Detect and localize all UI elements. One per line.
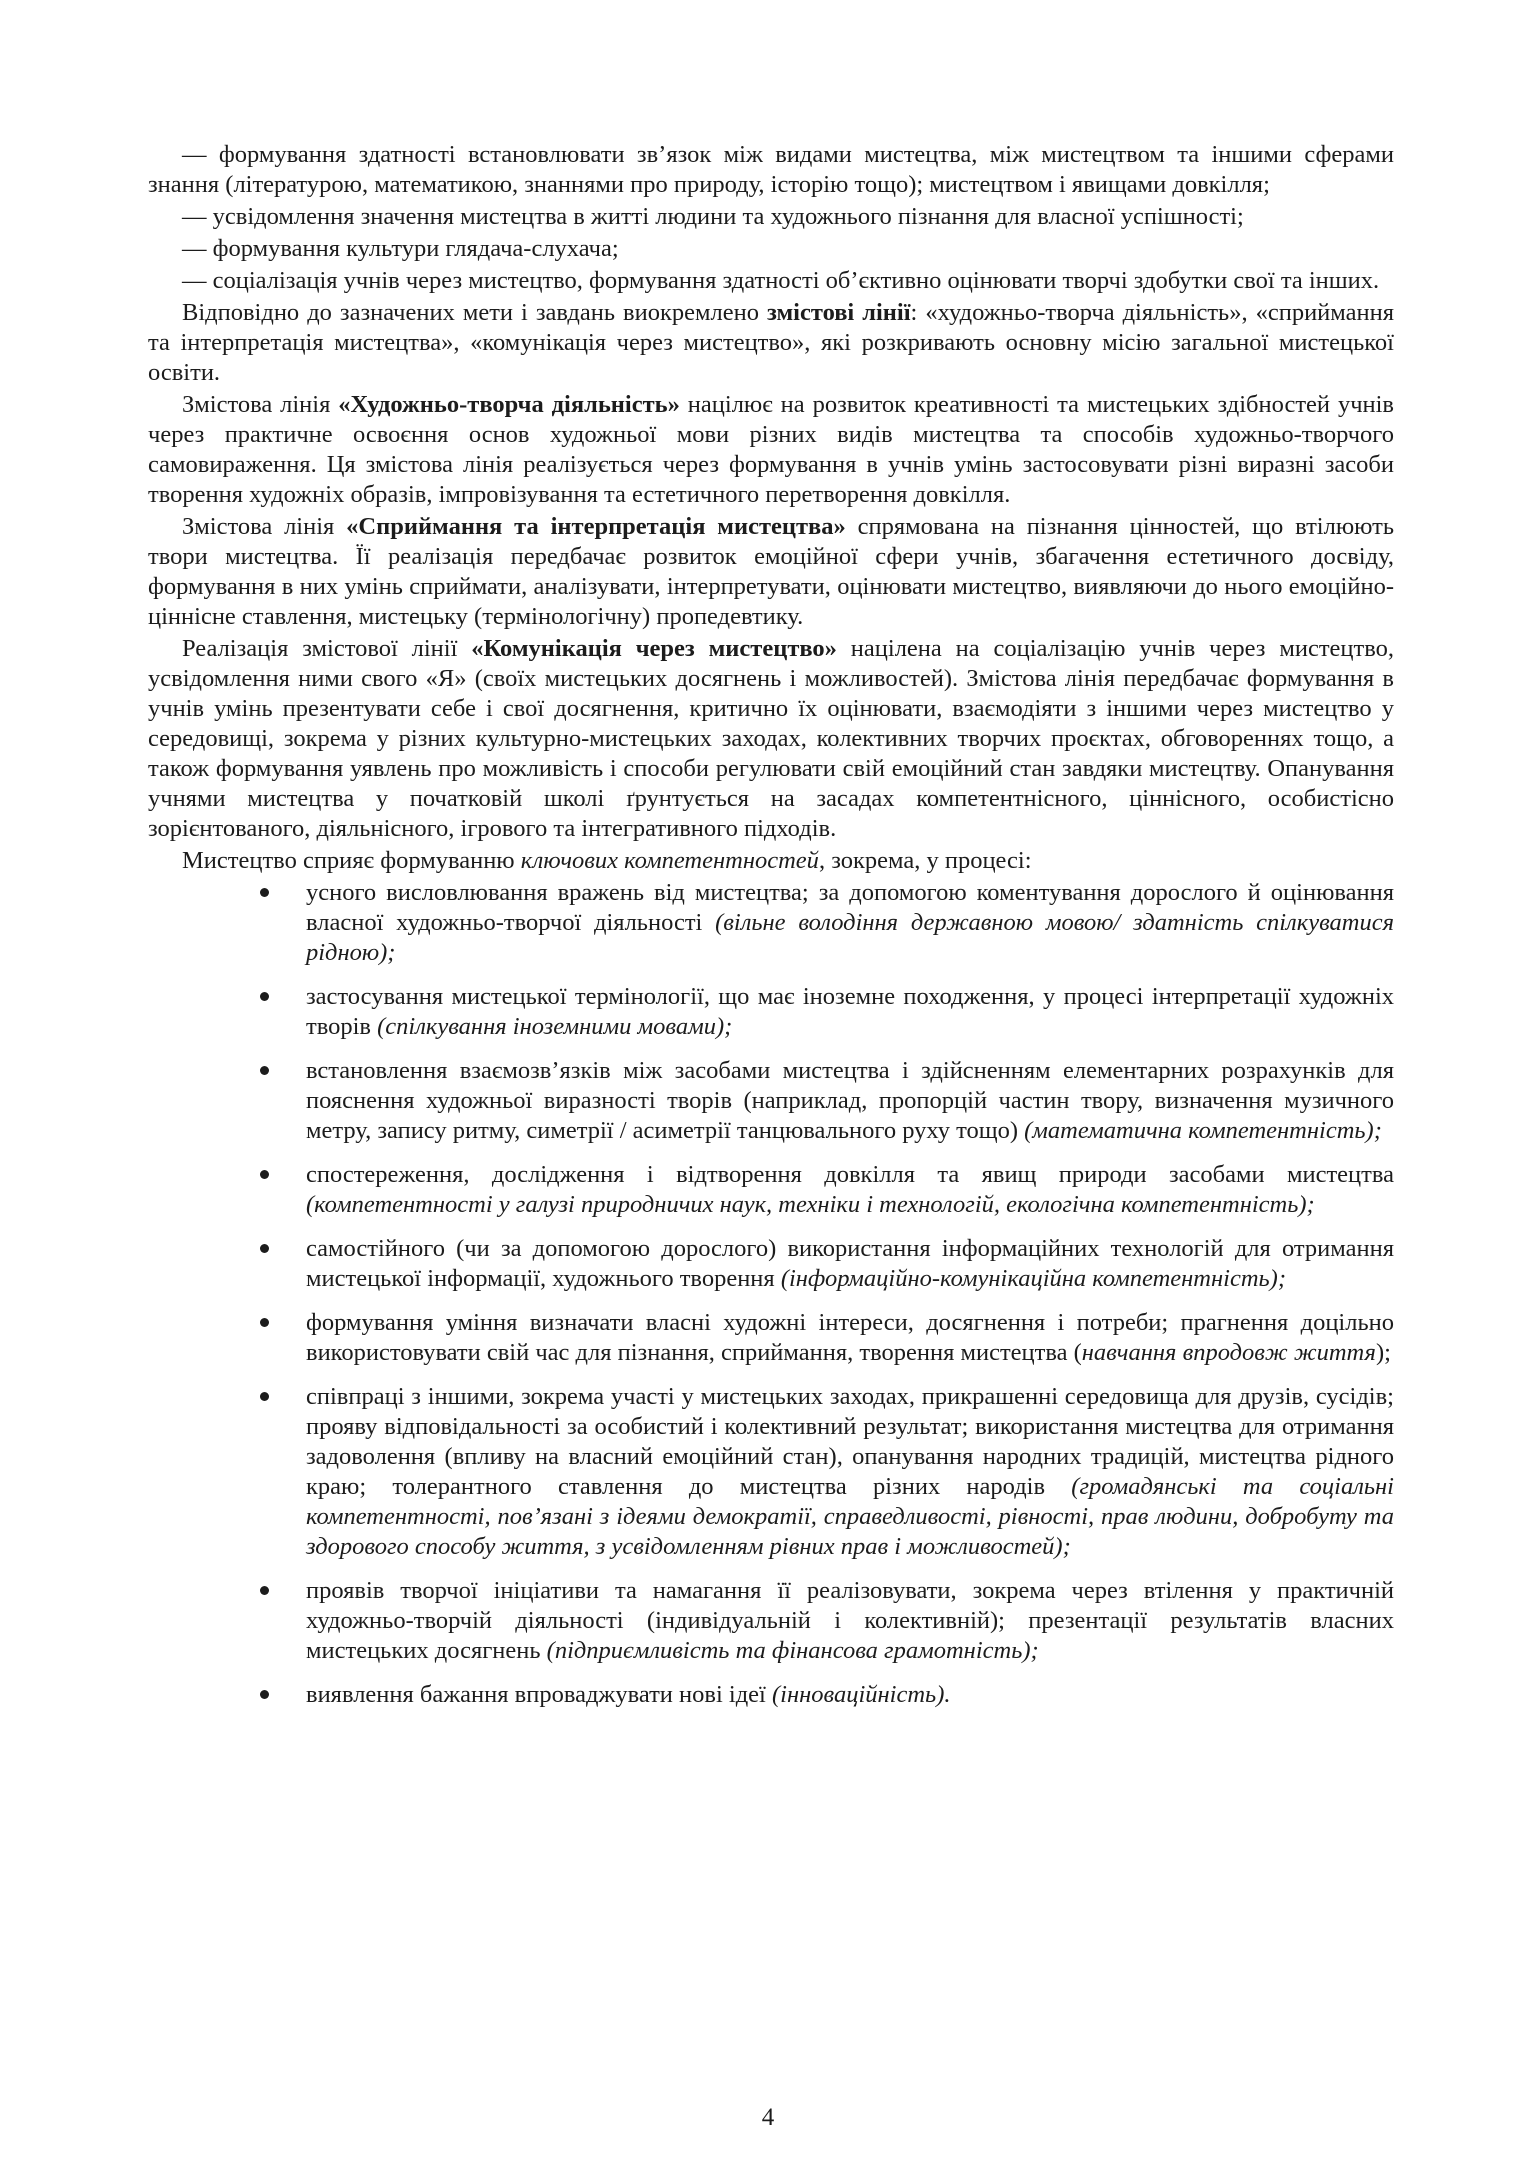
bullet-icon xyxy=(260,1392,269,1401)
intro-item-3: — формування культури глядача-слухача; xyxy=(182,235,619,262)
document-page xyxy=(148,140,1394,1710)
list-item-note: (спілкування іноземними мовами); xyxy=(377,1013,733,1040)
content-lines-paragraph xyxy=(148,298,1394,388)
content-lines-lead: Відповідно до зазначених мети і завдань виокремлено xyxy=(182,299,767,326)
list-item xyxy=(306,1308,1394,1368)
line-communication-rest: націлена на соціалізацію учнів через мистецтво, усвідомлення ними свого «Я» (своїх мистецьких досягнень і можливостей). Змістова лінія передбачає формування в учнів умінь презентувати себе і свої досягнення, критично їх оцінювати, взаємодіяти з іншими через мистецтво у середовищі, зокрема у різних культурно-мистецьких заходах, колективних творчих проєктах, обговореннях тощо, а також формування уявлень про можливість і способи регулювати свій емоційний стан завдяки мистецтву. Опанування учнями мистецтва у початковій школі ґрунтується на засадах компетентнісного, ціннісного, особистісно зорієнтованого, діяльнісного, ігрового та інтегративного підходів. xyxy=(148,635,1394,842)
list-item-note: (математична компетентність); xyxy=(1024,1117,1382,1144)
line-perception-title: «Сприймання та інтерпретація мистецтва» xyxy=(346,513,846,540)
list-item-text: виявлення бажання впроваджувати нові ідеї xyxy=(306,1681,772,1708)
list-item xyxy=(306,1056,1394,1146)
list-item-text: встановлення взаємозв’язків між засобами мистецтва і здійсненням елементарних розрахунків для пояснення художньої виразності творів (наприклад, пропорцій частин твору, визначення музичного метру, запису ритму, симетрії / асиметрії танцювального руху тощо) xyxy=(306,1057,1394,1144)
list-item-text: спостереження, дослідження і відтворення довкілля та явищ природи засобами мистецтва xyxy=(306,1161,1394,1188)
line-creative-title: «Художньо-творча діяльність» xyxy=(338,391,680,418)
line-perception-rest: спрямована на пізнання цінностей, що втілюють твори мистецтва. Її реалізація передбачає розвиток емоційної сфери учнів, збагачення естетичного досвіду, формування в них умінь сприймати, аналізувати, інтерпретувати, оцінювати мистецтво, виявляючи до нього емоційно-ціннісне ставлення, мистецьку (термінологічну) пропедевтику. xyxy=(148,513,1394,630)
line-perception-lead: Змістова лінія xyxy=(182,513,347,540)
bullet-icon xyxy=(260,1066,269,1075)
competence-paragraph xyxy=(148,846,1394,876)
list-item-note: (компетентності у галузі природничих наук, техніки і технологій, екологічна компетентність); xyxy=(306,1191,1315,1218)
list-item-text: застосування мистецької термінології, що має іноземне походження, у процесі інтерпретації художніх творів xyxy=(306,983,1394,1040)
intro-item-4: — соціалізація учнів через мистецтво, формування здатності об’єктивно оцінювати творчі здобутки свої та інших. xyxy=(182,267,1380,294)
content-lines-rest: : «художньо-творча діяльність», «сприймання та інтерпретація мистецтва», «комунікація через мистецтво», які розкривають основну місію загальної мистецької освіти. xyxy=(148,299,1394,386)
competence-lead: Мистецтво сприяє формуванню xyxy=(182,847,521,874)
list-item xyxy=(306,1234,1394,1294)
line-communication-title: «Комунікація через мистецтво» xyxy=(471,635,837,662)
list-item-text: проявів творчої ініціативи та намагання її реалізовувати, зокрема через втілення у практичній художньо-творчій діяльності (індивідуальній і колективній); презентації результатів власних мистецьких досягнень xyxy=(306,1577,1394,1664)
list-item-text: усного висловлювання вражень від мистецтва; за допомогою коментування дорослого й оцінювання власної художньо-творчої діяльності xyxy=(306,879,1394,936)
list-item xyxy=(306,1382,1394,1562)
line-creative-rest: націлює на розвиток креативності та мистецьких здібностей учнів через практичне освоєння основ художньої мови різних видів мистецтва та способів художньо-творчого самовираження. Ця змістова лінія реалізується через формування в учнів умінь застосовувати різні виразні засоби творення художніх образів, імпровізування та естетичного перетворення довкілля. xyxy=(148,391,1395,508)
list-item-note: (громадянські та соціальні компетентності, пов’язані з ідеями демократії, справедливості, рівності, прав людини, добробуту та здорового способу життя, з усвідомленням рівних прав і можливостей); xyxy=(306,1473,1394,1560)
list-item xyxy=(306,1160,1394,1220)
list-item-text: формування уміння визначати власні художні інтереси, досягнення і потреби; прагнення доцільно використовувати свій час для пізнання, сприймання, творення мистецтва ( xyxy=(306,1309,1394,1366)
line-creative-lead: Змістова лінія xyxy=(182,391,339,418)
list-item-note: (інноваційність). xyxy=(771,1681,951,1708)
page-number: 4 xyxy=(761,2104,775,2131)
bullet-icon xyxy=(260,1690,269,1699)
bullet-icon xyxy=(260,1170,269,1179)
list-item xyxy=(306,982,1394,1042)
bullet-icon xyxy=(260,1318,269,1327)
line-perception-paragraph xyxy=(148,512,1394,632)
list-item-text: самостійного (чи за допомогою дорослого) використання інформаційних технологій для отримання мистецької інформації, художнього творення xyxy=(306,1235,1394,1292)
list-item-note: (інформаційно-комунікаційна компетентність); xyxy=(780,1265,1286,1292)
content-lines-term: змістові лінії xyxy=(766,299,911,326)
line-communication-paragraph xyxy=(148,634,1394,844)
intro-item-1: — формування здатності встановлювати зв’язок між видами мистецтва, між мистецтвом та іншими сферами знання (літературою, математикою, знаннями про природу, історію тощо); мистецтвом і явищами довкілля; xyxy=(148,141,1394,198)
list-item-note: (підприємливість та фінансова грамотність); xyxy=(546,1637,1039,1664)
competence-term: ключових компетентностей xyxy=(520,847,819,874)
line-creative-paragraph xyxy=(148,390,1394,510)
intro-item-2: — усвідомлення значення мистецтва в житті людини та художнього пізнання для власної успішності; xyxy=(182,203,1244,230)
bullet-icon xyxy=(260,1586,269,1595)
list-item-note: навчання впродовж життя xyxy=(1081,1339,1376,1366)
competence-list xyxy=(148,878,1394,1710)
list-item xyxy=(306,1680,1394,1710)
list-item xyxy=(306,878,1394,968)
list-item xyxy=(306,1576,1394,1666)
competence-rest: , зокрема, у процесі: xyxy=(818,847,1032,874)
bullet-icon xyxy=(260,992,269,1001)
list-item-tail: ); xyxy=(1375,1339,1391,1366)
line-communication-lead: Реалізація змістової лінії xyxy=(182,635,472,662)
bullet-icon xyxy=(260,888,269,897)
bullet-icon xyxy=(260,1244,269,1253)
list-item-note: (вільне володіння державною мовою/ здатність спілкуватися рідною); xyxy=(306,909,1394,966)
list-item-text: співпраці з іншими, зокрема участі у мистецьких заходах, прикрашенні середовища для друзів, сусідів; прояву відповідальності за особистий і колективний результат; використання мистецтва для отримання задоволення (впливу на власний емоційний стан), опанування народних традицій, мистецтва рідного краю; толерантного ставлення до мистецтва різних народів xyxy=(306,1383,1394,1500)
